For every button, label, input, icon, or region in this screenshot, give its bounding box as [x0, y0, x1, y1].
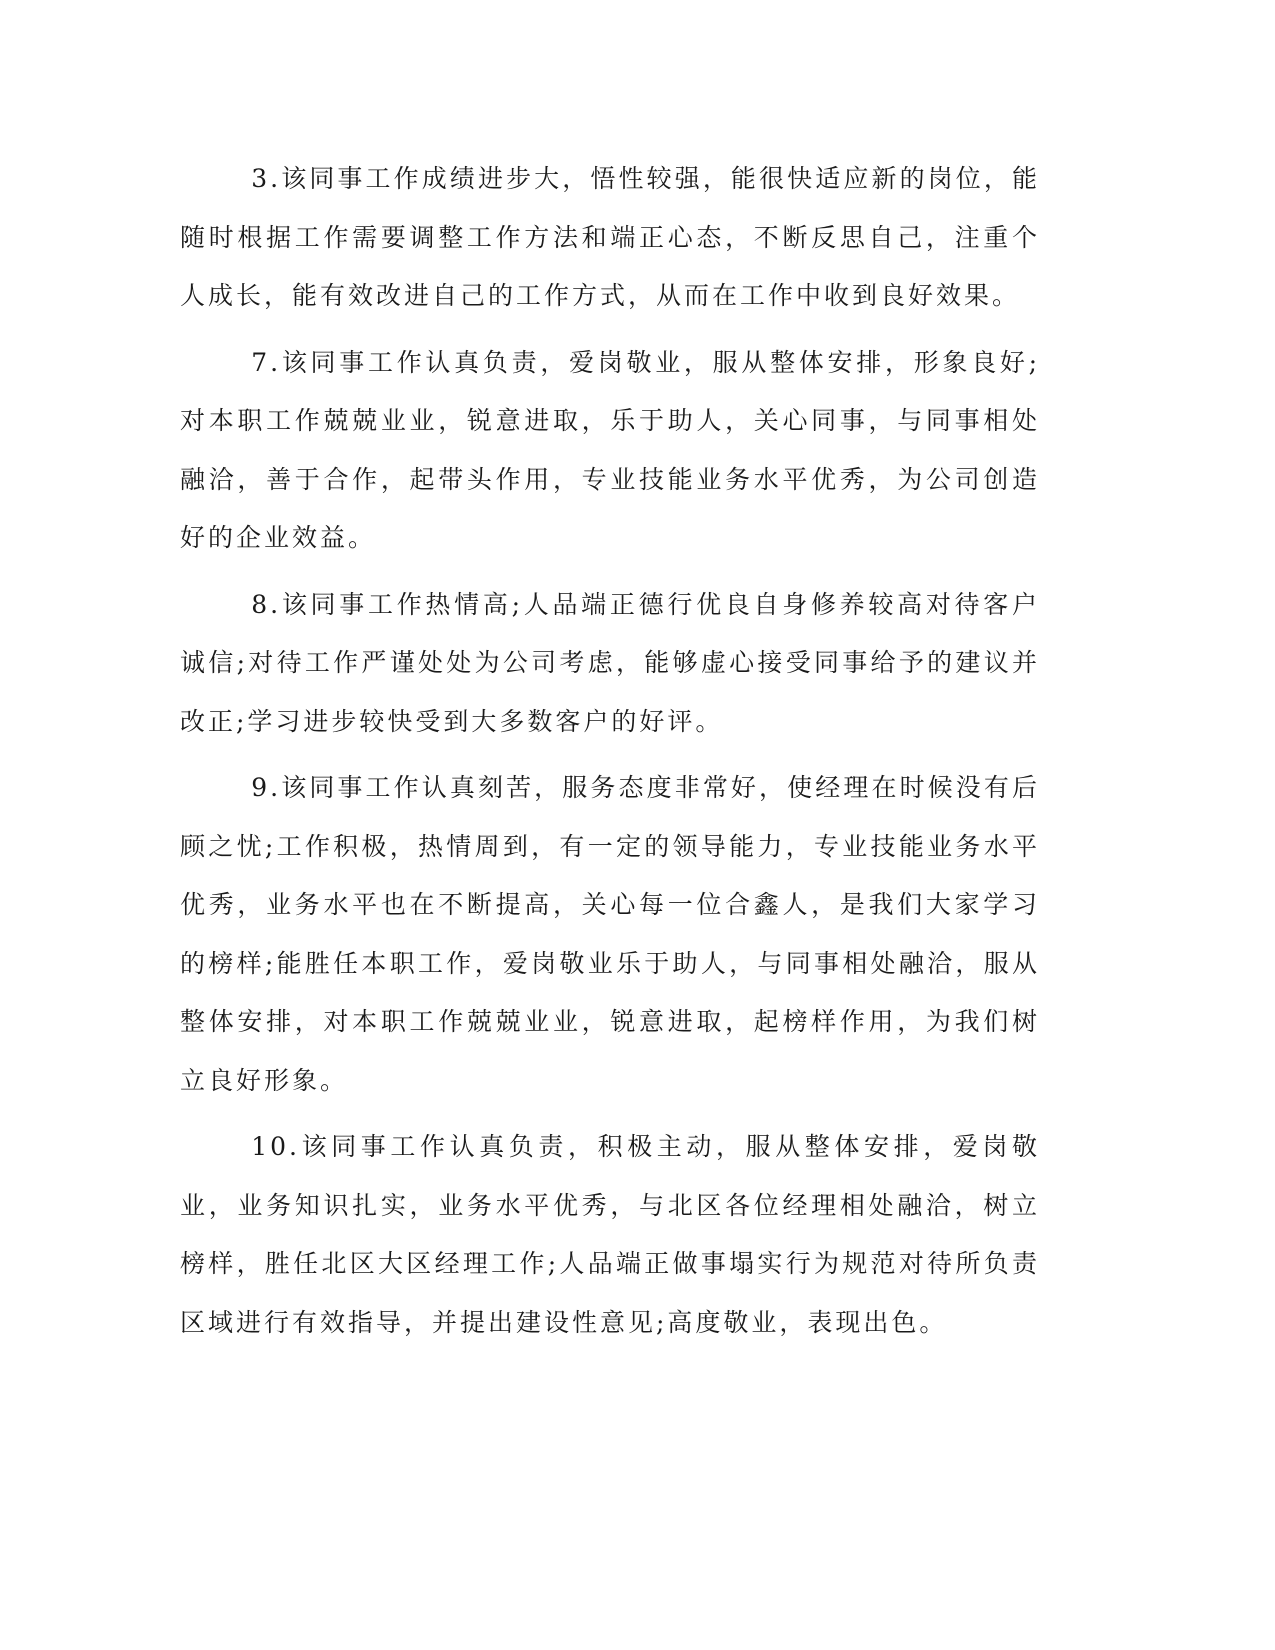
- paragraph-10: 10.该同事工作认真负责，积极主动，服从整体安排，爱岗敬业，业务知识扎实，业务水平优秀，与北区各位经理相处融洽，树立榜样，胜任北区大区经理工作;人品端正做事塌实行为规范对待所负责区域进行有效指导，并提出建设性意见;高度敬业，表现出色。: [180, 1132, 1040, 1337]
- paragraph-8: 8.该同事工作热情高;人品端正德行优良自身修养较高对待客户诚信;对待工作严谨处处为公司考虑，能够虚心接受同事给予的建议并改正;学习进步较快受到大多数客户的好评。: [180, 589, 1040, 736]
- document-body: [180, 150, 1040, 1360]
- paragraph-3: 3.该同事工作成绩进步大，悟性较强，能很快适应新的岗位，能随时根据工作需要调整工作方法和端正心态，不断反思自己，注重个人成长，能有效改进自己的工作方式，从而在工作中收到良好效果。: [180, 164, 1040, 310]
- paragraph-7: 7.该同事工作认真负责，爱岗敬业，服从整体安排，形象良好;对本职工作兢兢业业，锐意进取，乐于助人，关心同事，与同事相处融洽，善于合作，起带头作用，专业技能业务水平优秀，为公司创造好的企业效益。: [180, 347, 1040, 552]
- paragraph-9: 9.该同事工作认真刻苦，服务态度非常好，使经理在时候没有后顾之忧;工作积极，热情周到，有一定的领导能力，专业技能业务水平优秀，业务水平也在不断提高，关心每一位合鑫人，是我们大家学习的榜样;能胜任本职工作，爱岗敬业乐于助人，与同事相处融洽，服从整体安排，对本职工作兢兢业业，锐意进取，起榜样作用，为我们树立良好形象。: [180, 773, 1040, 1095]
